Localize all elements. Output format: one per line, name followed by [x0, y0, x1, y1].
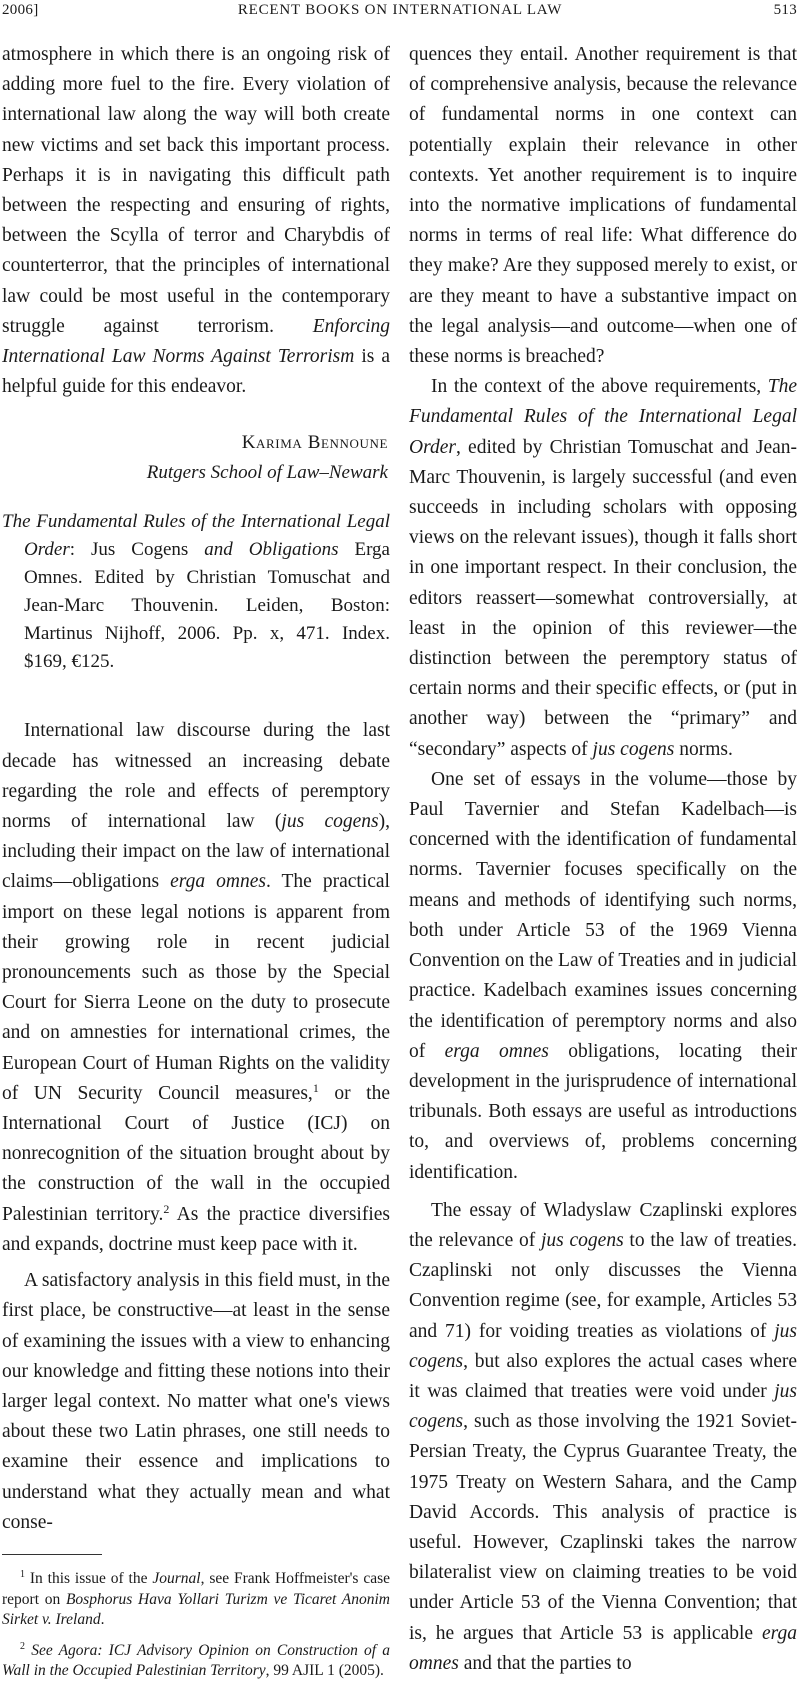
book-title-italic: Enforcing International Law Norms Against Terrorism: [2, 315, 390, 368]
paragraph-right-1: quences they entail. Another requirement is that of comprehensive analysis, because the relevance of fundamental norms in one context can potentially explain their relevance in other contexts. Yet another requirement is to inquire into the normative implications of fundamental norms in terms of real life: What difference do they make? Are they supposed merely to exist, or are they meant to have a substantive impact on the legal analysis—and outcome—when one of these norms is breached?: [409, 44, 797, 368]
footnote-1: $^1$ In this issue of the Journal, see Frank Hoffmeister's case report on Bosphorus Hava Yollari Turizm ve Ticaret Anonim Sirket v. Ireland.: [2, 1568, 391, 1629]
book-citation: The Fundamental Rules of the International Legal Order: Jus Cogens and Obligations Erga Omnes. Edited by Christian Tomuschat and Jean-Marc Thouvenin. Leiden, Boston: Martinus Nijhoff, 2006. Pp. x, 471. Index. $169, €125.: [2, 511, 390, 673]
paragraph-right-4: The essay of Wladyslaw Czaplinski explores the relevance of jus cogens to the law of treaties. Czaplinski not only discusses the Vienna Convention regime (see, for example, Articles 53 and 71) for voiding treaties as violations of jus cogens, but also explores the actual cases where it was claimed that treaties were void under jus cogens, such as those involving the 1921 Soviet-Persian Treaty, the Cyprus Guarantee Treaty, the 1975 Treaty on Western Sahara, and the Camp David Accords. This analysis of practice is useful. However, Czaplinski takes the narrow bilateralist view on claiming treaties to be void under Article 53 of the Vienna Convention; that is, he argues that Article 53 is applicable erga omnes and that the parties to: [409, 1199, 797, 1674]
header-running-title: RECENT BOOKS ON INTERNATIONAL LAW: [237, 2, 563, 18]
paragraph-right-3: One set of essays in the volume—those by Paul Tavernier and Stefan Kadelbach—is concerned with the identification of fundamental norms. Tavernier focuses specifically on the means and methods of identifying such norms, both under Article 53 of the 1969 Vienna Convention on the Law of Treaties and in judicial practice. Kadelbach examines issues concerning the identification of peremptory norms and also of erga omnes obligations, locating their development in the jurisprudence of international tribunals. Both essays are useful as introductions to, and overviews of, problems concerning identification.: [409, 768, 797, 1183]
footnote-2: $^2$ See Agora: ICJ Advisory Opinion on Construction of a Wall in the Occupied Palestinian Territory, 99 AJIL 1 (2005).: [2, 1640, 391, 1680]
paragraph-left-3: A satisfactory analysis in this field must, in the first place, be constructive—at least in the sense of examining the issues with a view to enhancing our knowledge and fitting these notions into their larger legal context. No matter what one's views about these two Latin phrases, one still needs to examine their essence and implications to understand what they actually mean and what conse-: [2, 1270, 390, 1533]
reviewer-name: Karima Bennoune: [241, 432, 388, 454]
left-column: [2, 40, 390, 1688]
footnote-ref-1[interactable]: 1: [312, 1080, 319, 1095]
paragraph-left-1: atmosphere in which there is an ongoing risk of adding more fuel to the fire. Every violation of international law along the way will both create new victims and set back this important process. Perhaps it is in navigating this difficult path between the respecting and ensuring of rights, between the Scylla of terror and Charybdis of counterterror, that the principles of international law could be most useful in the contemporary struggle against terrorism. Enforcing International Law Norms Against Terrorism is a helpful guide for this endeavor.: [2, 44, 390, 398]
footnote-divider: [2, 1554, 102, 1555]
footnote-ref-2[interactable]: 2: [163, 1201, 170, 1216]
reviewer-affiliation: Rutgers School of Law–Newark: [146, 462, 388, 484]
paragraph-right-2: In the context of the above requirements, The Fundamental Rules of the International Legal Order, edited by Christian Tomuschat and Jean-Marc Thouvenin, is largely successful (and even succeeds in including scholars with opposing views on the relevant issues), though it falls short in one important respect. In their conclusion, the editors reassert—somewhat controversially, at least in the opinion of this reviewer—the distinction between the peremptory status of certain norms and their specific effects, or (put in another way) between the “primary” and “secondary” aspects of jus cogens norms.: [409, 376, 797, 760]
right-column: [409, 40, 797, 1679]
running-header: [0, 0, 800, 26]
paragraph-left-2: International law discourse during the last decade has witnessed an increasing debate regarding the role and effects of peremptory norms of international law (jus cogens), including their impact on the law of international claims—obligations erga omnes. The practical import on these legal notions is apparent from their growing role in recent judicial pronouncements such as those by the Special Court for Sierra Leone on the duty to prosecute and on amnesties for international crimes, the European Court of Human Rights on the validity of UN Security Council measures,$^1$ or the International Court of Justice (ICJ) on nonrecognition of the situation brought about by the construction of the wall in the occupied Palestinian territory.$^2$ As the practice diversifies and expands, doctrine must keep pace with it.: [2, 720, 390, 1255]
header-page-number: 513: [773, 2, 797, 18]
reviewer-signature: [2, 428, 390, 488]
header-year: 2006]: [2, 2, 39, 18]
